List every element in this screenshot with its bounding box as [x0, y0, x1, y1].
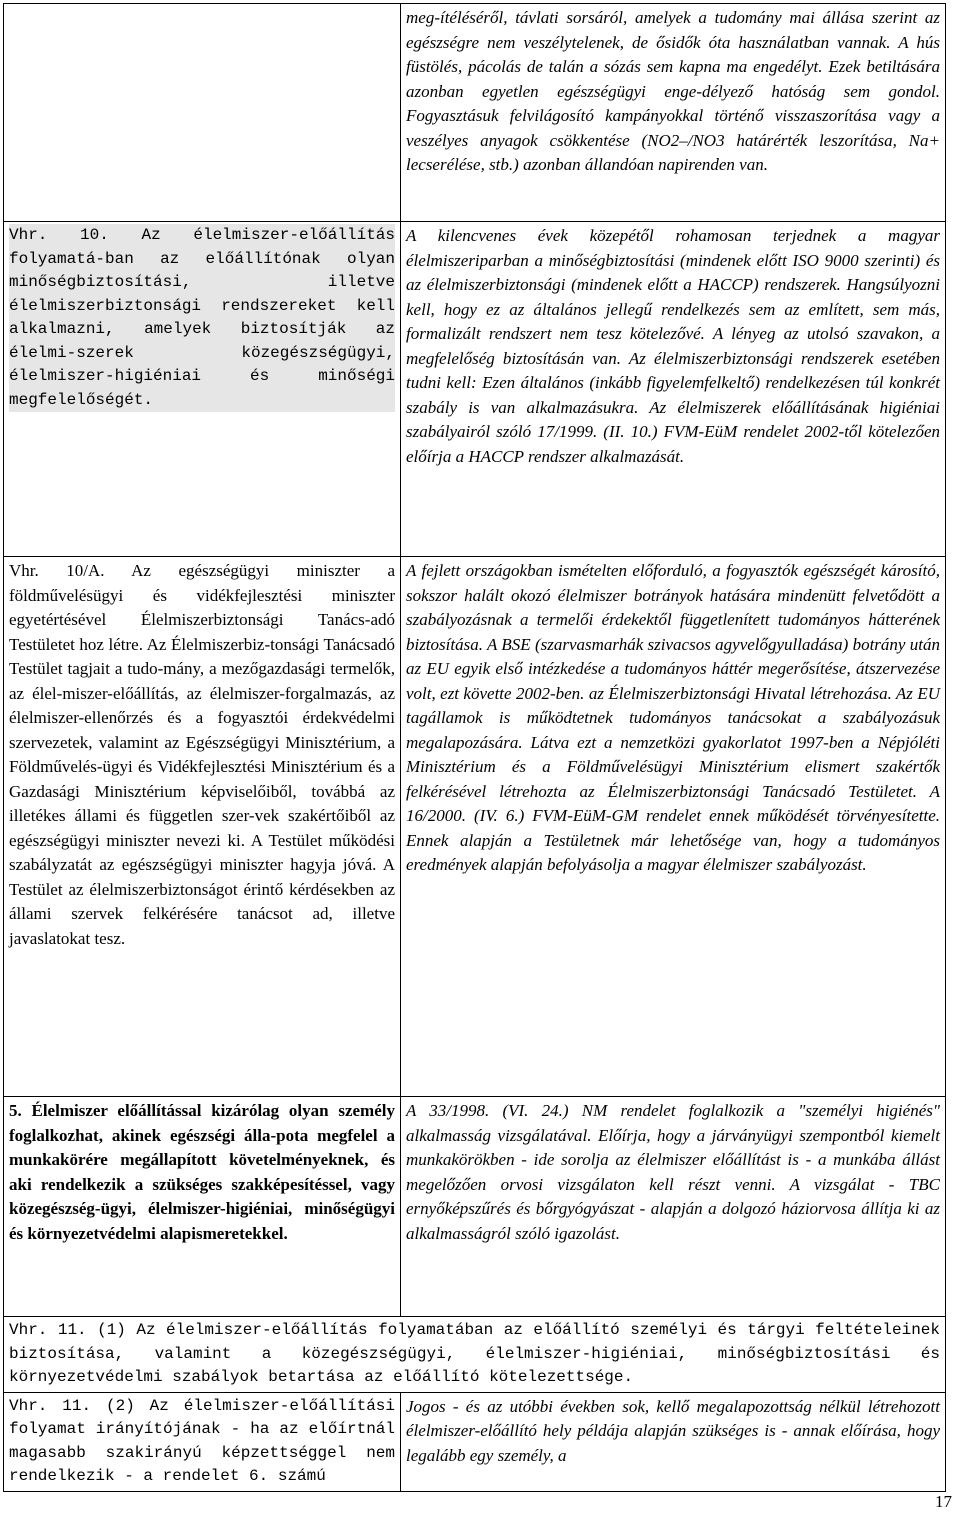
regulation-full-width-cell: [4, 1317, 946, 1393]
commentary-text: Jogos - és az utóbbi években sok, kellő megalapozottság nélkül létrehozott élelmiszer-előállító hely példája alapján szükséges is - annak előírása, hogy legalább egy személy, a: [406, 1396, 940, 1465]
legal-commentary-table: [3, 3, 946, 1492]
page-number: 17: [935, 1492, 952, 1511]
commentary-cell: [401, 4, 946, 222]
regulation-cell: [4, 1097, 401, 1317]
table-row: [4, 1317, 946, 1393]
table-row: [4, 557, 946, 1097]
commentary-cell: [401, 1097, 946, 1317]
table-row: [4, 222, 946, 557]
regulation-text: Vhr. 10/A. Az egészségügyi miniszter a földművelésügyi és vidékfejlesztési miniszter egyetértésével Élelmiszerbiztonsági Tanács-adó Testületet hoz létre. Az Élelmiszerbiz-tonsági Tanácsadó Testület tagjait a tudo-mány, a mezőgazdasági termelők, az élel-miszer-előállítás, az élelmiszer-forgalmazás, az élelmiszer-ellenőrzés és a fogyasztói érdekvédelmi szervezetek, valamint az Egészségügyi Minisztérium, a Földművelés-ügyi és Vidékfejlesztési Minisztérium és a Gazdasági Minisztérium képviselőiből, továbbá az illetékes állami és független szer-vek szakértőiből az egészségügyi miniszter nevezi ki. A Testület működési szabályzatát az egészségügyi miniszter hagyja jóvá. A Testület az élelmiszerbiztonságot érintő kérdésekben az állami szervek felkérésére tanácsot ad, illetve javaslatokat tesz.: [9, 561, 395, 948]
regulation-text: Vhr. 11. (2) Az élelmiszer-előállítási folyamat irányítójának - ha az előírtnál magasabb szakirányú képzettséggel nem rendelkezik - a rendelet 6. számú: [9, 1396, 395, 1485]
table-row: [4, 1097, 946, 1317]
regulation-text: 5. Élelmiszer előállítással kizárólag olyan személy foglalkozhat, akinek egészségi álla-pota megfelel a munkakörére megállapított követelményeknek, és aki rendelkezik a szükséges szakképesítéssel, vagy közegészség-ügyi, élelmiszer-higiéniai, minőségügyi és környezetvédelmi alapismeretekkel.: [9, 1101, 395, 1243]
commentary-text: A 33/1998. (VI. 24.) NM rendelet foglalkozik a "személyi higiénés" alkalmasság vizsgálatával. Előírja, hogy a járványügyi szempontból kiemelt munkakörökben - ide sorolja az élelmiszer előállítást is - a munkába állást megelőzően orvosi vizsgálaton kell részt venni. A vizsgálat - TBC ernyőképszűrés és bőrgyógyászat - alapján a dolgozó háziorvosa állítja ki az alkalmasságról szóló igazolást.: [406, 1101, 940, 1243]
commentary-text: meg-ítéléséről, távlati sorsáról, amelyek a tudomány mai állása szerint az egészségre nem veszélytelenek, de ősidők óta használatban vannak. A hús füstölés, pácolás de talán a sózás sem kapna ma engedélyt. Ezek betiltására azonban egyetlen egészségügyi enge-délyező hatóság sem gondol. Fogyasztásuk felvilágosító kampányokkal történő visszaszorítása vagy a veszélyes anyagok csökkentése (NO2–/NO3 határérték leszorítása, Na+ lecserélése, stb.) azonban állandóan napirenden van.: [406, 8, 940, 174]
regulation-text: Vhr. 10. Az élelmiszer-előállítás folyamatá-ban az előállítónak olyan minőségbiztosítási, illetve élelmiszerbiztonsági rendszereket kell alkalmazni, amelyek biztosítják az élelmi-szerek közegészségügyi, élelmiszer-higiéniai és minőségi megfelelőségét.: [9, 224, 395, 412]
commentary-text: A fejlett országokban ismételten előforduló, a fogyasztók egészségét károsító, sokszor halált okozó élelmiszer botrányok hatására mindenütt felvetődött a szabályozásnak a termelői érdekektől függetlenített tudományos hátterének biztosítása. A BSE (szarvasmarhák szivacsos agyvelőgyulladása) botrány után az EU egyik első intézkedése a tudományos háttér megerősítése, átszervezése volt, ezt követte 2002-ben. az Élelmiszerbiztonsági Hivatal létrehozása. Az EU tagállamok is működtetnek tudományos tanácsokat a szabályozásuk megalapozására. Látva ezt a nemzetközi gyakorlatot 1997-ben a Népjóléti Minisztérium és a Földművelésügyi Minisztérium elismert szakértők felkérésével létrehozta az Élelmiszerbiztonsági Tanácsadó Testületet. A 16/2000. (IV. 6.) FVM-EüM-GM rendelet ennek működését törvényesítette. Ennek alapján a Testületnek már lehetősége van, hogy a tudományos eredmények alapján befolyásolja a magyar élelmiszer szabályozást.: [406, 561, 940, 874]
regulation-text: Vhr. 11. (1) Az élelmiszer-előállítás folyamatában az előállító személyi és tárgyi feltételeinek biztosítása, valamint a közegészségügyi, élelmiszer-higiéniai, minőségbiztosítási és környezetvédelmi szabályok betartása az előállító kötelezettsége.: [9, 1321, 940, 1386]
regulation-cell: [4, 557, 401, 1097]
commentary-cell: [401, 557, 946, 1097]
commentary-cell: [401, 222, 946, 557]
regulation-cell: [4, 222, 401, 557]
table-row: [4, 4, 946, 222]
commentary-cell: [401, 1392, 946, 1491]
regulation-cell: [4, 4, 401, 222]
table-row: [4, 1392, 946, 1491]
regulation-cell: [4, 1392, 401, 1491]
commentary-text: A kilencvenes évek közepétől rohamosan terjednek a magyar élelmiszeriparban a minőségbiztosítási (mindenek előtt ISO 9000 szerinti) és az élelmiszerbiztonsági (mindenek előtt a HACCP) rendszerek. Hangsúlyozni kell, hogy ez az általános jellegű rendelkezés sem az említett, sem más, formalizált rendszert nem tesz kötelezővé. A lényeg az utolsó szavakon, a megfelelőség biztosításán van. Az élelmiszerbiztonsági rendszerek esetében tudni kell: Ezen általános (inkább figyelemfelkeltő) rendelkezésen túl konkrét szabály is van alkalmazásukra. Az élelmiszerek előállításának higiéniai szabályairól szóló 17/1999. (II. 10.) FVM-EüM rendelet 2002-től kötelezően előírja a HACCP rendszer alkalmazását.: [406, 226, 940, 466]
